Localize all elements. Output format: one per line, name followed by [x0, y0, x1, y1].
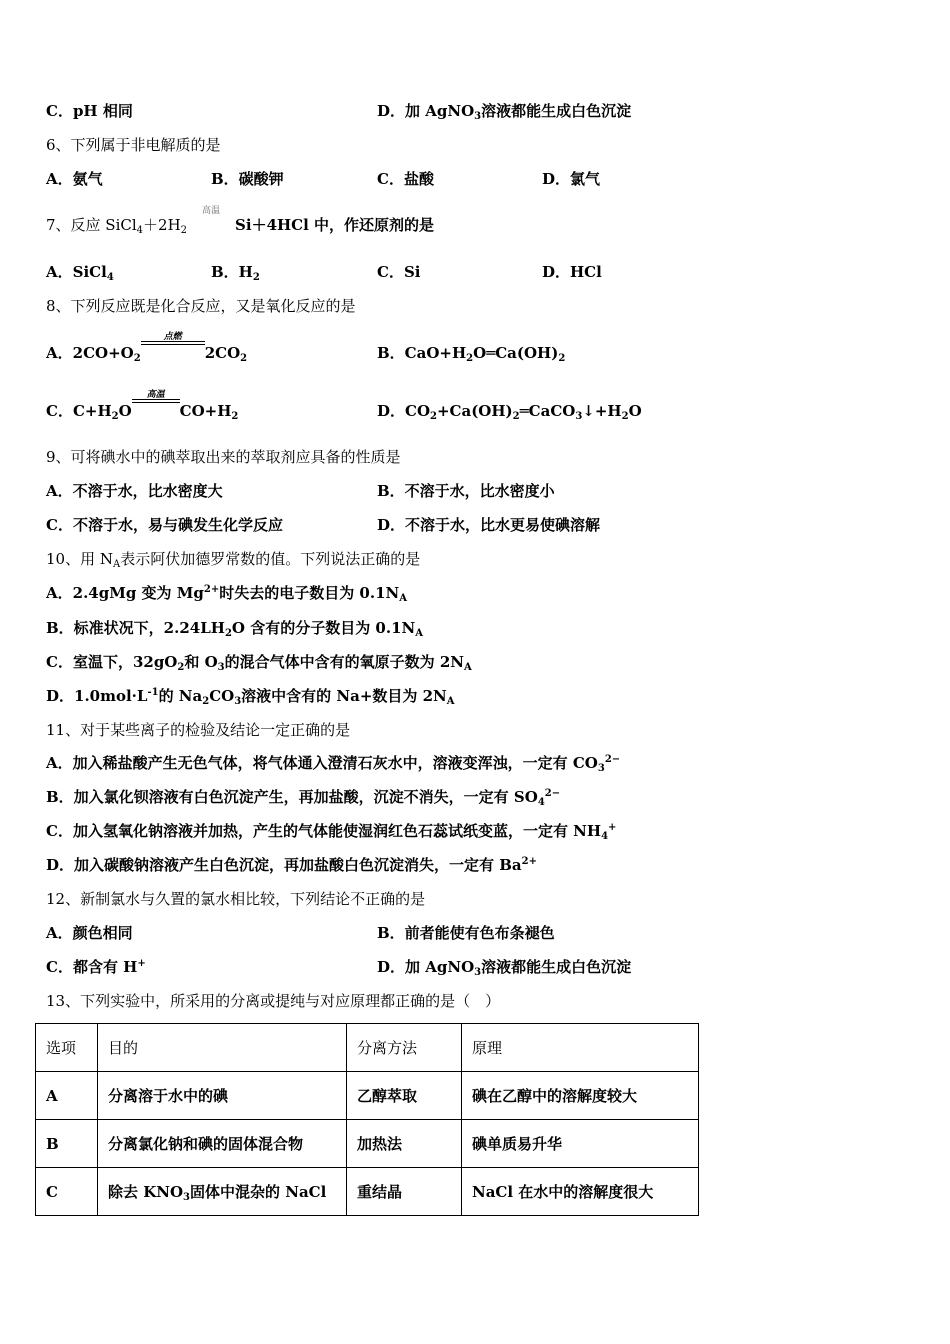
table-row [36, 1072, 699, 1120]
table-cell: NaCl 在水中的溶解度很大 [462, 1168, 699, 1216]
q12-option-b: B．前者能使有色布条褪色 [377, 924, 555, 942]
q13-table [35, 1023, 699, 1216]
table-cell: 分离氯化钠和碘的固体混合物 [98, 1120, 347, 1168]
q10-option-c: C．室温下，$32gO_2$和 $O_3$的混合气体中含有的氧原子数为 $2N_A$ [46, 653, 472, 673]
q12-option-d: D．加 AgNO$_3$溶液都能生成白色沉淀 [377, 958, 632, 978]
table-cell: 碘在乙醇中的溶解度较大 [462, 1072, 699, 1120]
q13-stem: 13、下列实验中，所采用的分离或提纯与对应原理都正确的是（ ） [46, 992, 501, 1010]
q10-option-b: B．标准状况下，$2.24LH_2O$ 含有的分子数目为 $0.1N_A$ [46, 619, 423, 639]
q6-option-d: D．氯气 [542, 170, 601, 188]
q8-option-b: B．$CaO+H_2O═Ca(OH)_2$ [377, 344, 566, 364]
table-cell: B [36, 1120, 98, 1168]
q6-stem: 6、下列属于非电解质的是 [46, 136, 221, 154]
reaction-condition-arrow: 高温 [202, 206, 221, 216]
q7-option-a: A．SiCl$_4$ [46, 263, 114, 283]
q7-option-c: C．Si [377, 263, 421, 281]
table-header-cell: 目的 [98, 1024, 347, 1072]
table-row [36, 1168, 699, 1216]
table-header-row [36, 1024, 699, 1072]
q7-option-d: D．HCl [542, 263, 602, 281]
q12-stem: 12、新制氯水与久置的氯水相比较，下列结论不正确的是 [46, 890, 426, 908]
q6-option-a: A．氨气 [46, 170, 103, 188]
reaction-condition-equals: 高温 [132, 401, 180, 421]
reaction-condition-equals: 点燃 [141, 343, 205, 363]
q7-option-b: B．$H_2$ [211, 263, 260, 283]
q9-option-a: A．不溶于水，比水密度大 [46, 482, 223, 500]
table-cell: C [36, 1168, 98, 1216]
table-cell: 碘单质易升华 [462, 1120, 699, 1168]
q10-option-a: A．2.4gMg 变为 $Mg^{2+}$时失去的电子数目为 $0.1N_A$ [46, 584, 407, 604]
q11-option-d: D．加入碳酸钠溶液产生白色沉淀，再加盐酸白色沉淀消失，一定有 $Ba^{2+}$ [46, 856, 537, 874]
q11-option-a: A．加入稀盐酸产生无色气体，将气体通入澄清石灰水中，溶液变浑浊，一定有 $CO_3^{2-}$ [46, 754, 621, 774]
table-cell: 加热法 [347, 1120, 462, 1168]
table-cell: A [36, 1072, 98, 1120]
q9-stem: 9、可将碘水中的碘萃取出来的萃取剂应具备的性质是 [46, 448, 401, 466]
q11-option-b: B．加入氯化钡溶液有白色沉淀产生，再加盐酸，沉淀不消失，一定有 $SO_4^{2-}$ [46, 788, 561, 808]
q8-stem: 8、下列反应既是化合反应，又是氧化反应的是 [46, 297, 356, 315]
q9-option-d: D．不溶于水，比水更易使碘溶解 [377, 516, 601, 534]
table-header-cell: 原理 [462, 1024, 699, 1072]
q10-option-d: D．$1.0mol\cdot L^{-1}$的 $Na_2CO_3$溶液中含有的 Na+数目为 $2N_A$ [46, 687, 455, 707]
q12-option-c: C．都含有 H+ [46, 958, 146, 976]
q6-option-b: B．碳酸钾 [211, 170, 284, 188]
q8-option-a: A．$2CO+O_2$ 点燃 $2CO_2$ [46, 332, 248, 364]
table-cell: 分离溶于水中的碘 [98, 1072, 347, 1120]
table-header-cell: 选项 [36, 1024, 98, 1072]
table-cell: 除去 $KNO_3$固体中混杂的 NaCl [98, 1168, 347, 1216]
table-header-cell: 分离方法 [347, 1024, 462, 1072]
q9-option-b: B．不溶于水，比水密度小 [377, 482, 555, 500]
q11-stem: 11、对于某些离子的检验及结论一定正确的是 [46, 721, 351, 739]
table-cell: 重结晶 [347, 1168, 462, 1216]
q10-stem: 10、用 $N_A$表示阿伏加德罗常数的值。下列说法正确的是 [46, 550, 421, 570]
q5-option-c: C．pH 相同 [46, 102, 133, 120]
q11-option-c: C．加入氢氧化钠溶液并加热，产生的气体能使湿润红色石蕊试纸变蓝，一定有 $NH_4^+$ [46, 822, 617, 842]
q6-option-c: C．盐酸 [377, 170, 434, 188]
q9-option-c: C．不溶于水，易与碘发生化学反应 [46, 516, 283, 534]
table-cell: 乙醇萃取 [347, 1072, 462, 1120]
q8-option-c: C．$C+H_2O$ 高温 $CO+H_2$ [46, 390, 239, 422]
table-row [36, 1120, 699, 1168]
q8-option-d: D．$CO_2+Ca(OH)_2═CaCO_3↓+H_2O$ [377, 402, 642, 422]
q7-stem: 7、反应 $SiCl_4+2H_2$ 高温 Si＋4HCl 中，作还原剂的是 [46, 206, 435, 236]
q5-option-d: D．加 AgNO$_3$溶液都能生成白色沉淀 [377, 102, 632, 122]
q12-option-a: A．颜色相同 [46, 924, 133, 942]
